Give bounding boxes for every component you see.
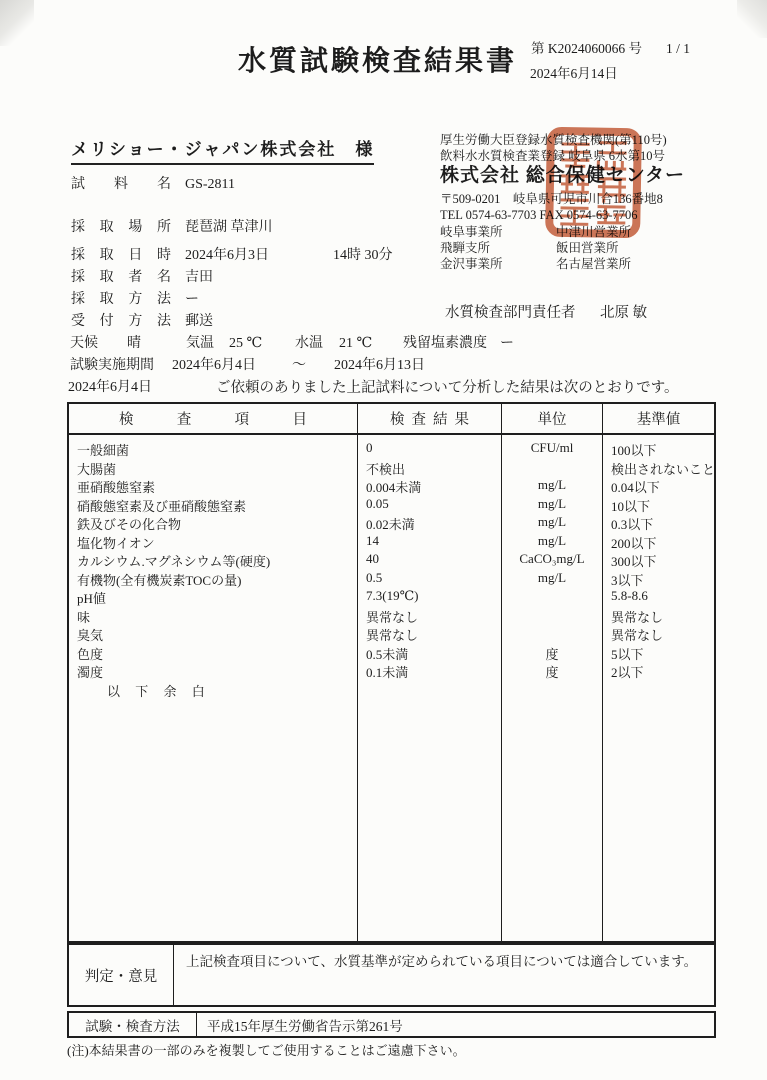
- result-standard-cell: 100以下: [611, 443, 657, 458]
- result-standard-cell: 異常なし: [611, 609, 664, 625]
- office-nakatsugawa: 中津川営業所: [556, 225, 632, 239]
- field-value-sampling-date: 2024年6月3日: [185, 248, 269, 263]
- result-standard-cell: 異常なし: [611, 628, 664, 643]
- result-item-cell: カルシウム.マグネシウム等(硬度): [77, 554, 271, 569]
- result-item-cell: 臭気: [77, 628, 104, 643]
- result-standard-cell: 0.04以下: [611, 480, 660, 495]
- responsible-label: 水質検査部門責任者: [445, 305, 576, 321]
- weather-label: 天候: [70, 336, 98, 351]
- results-table-body: [69, 435, 714, 941]
- office-gifu: 岐阜事業所: [440, 225, 503, 239]
- result-item-cell: 濁度: [77, 665, 104, 680]
- lab-company-name: 株式会社 総合保健センター: [440, 165, 685, 186]
- result-item-cell: 亜硝酸態窒素: [77, 480, 156, 495]
- result-item-cell: 鉄及びその化合物: [77, 517, 182, 532]
- test-period-from: 2024年6月4日: [172, 358, 256, 373]
- judgement-box: [67, 943, 716, 1007]
- report-date: 2024年6月4日: [68, 380, 152, 395]
- intro-statement: ご依頼のありました上記試料について分析した結果は次のとおりです。: [216, 380, 679, 396]
- result-result-cell: 異常なし: [366, 609, 419, 625]
- field-value-sampling-time: 14時 30分: [333, 248, 393, 263]
- column-item: [69, 435, 358, 941]
- result-unit-cell: [502, 625, 602, 644]
- company-seal-stamp: [544, 125, 643, 240]
- header-item: 検 査 項 目: [69, 404, 358, 433]
- results-table: [67, 402, 716, 943]
- photo-corner-artifact: [737, 0, 767, 38]
- result-result-cell: 0.05: [366, 495, 389, 511]
- result-standard-cell: 0.3以下: [611, 517, 654, 532]
- field-value-sampling-method: ー: [185, 292, 199, 307]
- result-standard-cell: 200以下: [611, 535, 657, 551]
- issue-date: 2024年6月14日: [530, 66, 618, 81]
- test-period-separator: ～: [292, 358, 306, 373]
- air-temp-value: 25 ℃: [229, 336, 263, 351]
- result-result-cell: 0.5未満: [366, 646, 409, 662]
- field-label-sample-name: 試 料 名: [71, 177, 171, 192]
- field-label-sampling-datetime: 採 取 日 時: [71, 248, 171, 263]
- water-temp-label: 水温: [295, 336, 323, 351]
- result-result-cell: 不検出: [366, 461, 406, 477]
- judgement-text: 上記検査項目について、水質基準が定められている項目については適合しています。: [186, 954, 698, 969]
- lab-tel-fax: TEL 0574-63-7703 FAX 0574-63-7706: [440, 208, 638, 222]
- result-item-cell: 味: [77, 609, 91, 625]
- results-table-header: [69, 404, 714, 435]
- field-value-sample-name: GS-2811: [185, 177, 236, 192]
- office-nagoya: 名古屋営業所: [556, 257, 632, 271]
- photo-corner-artifact: [0, 0, 34, 46]
- result-unit-cell: CFU/ml: [530, 440, 574, 455]
- column-unit: [502, 435, 603, 941]
- column-result: [358, 435, 502, 941]
- blank-below-note: 以 下 余 白: [107, 683, 211, 699]
- result-result-cell: 異常なし: [366, 628, 419, 643]
- result-standard-cell: 300以下: [611, 554, 657, 569]
- result-result-cell: 7.3(19℃): [366, 588, 419, 603]
- footnote: (注)本結果書の一部のみを複製してご使用することはご遠慮下さい。: [67, 1043, 466, 1058]
- result-standard-cell: 2以下: [611, 665, 644, 680]
- registration-line-1: 厚生労働大臣登録水質検査機関(第110号): [440, 133, 667, 147]
- recipient-name: メリショー・ジャパン株式会社 様: [71, 140, 374, 165]
- field-label-sampling-place: 採 取 場 所: [71, 220, 171, 235]
- field-label-sampling-method: 採 取 方 法: [71, 292, 171, 307]
- result-standard-cell: 5以下: [611, 646, 644, 662]
- result-item-cell: 色度: [77, 646, 104, 662]
- residual-chlorine-value: ー: [500, 336, 514, 351]
- office-hida: 飛騨支所: [440, 241, 491, 255]
- result-item-cell: 一般細菌: [77, 443, 130, 458]
- test-period-to: 2024年6月13日: [334, 358, 425, 373]
- header-standard: 基準値: [636, 412, 681, 428]
- result-item-cell: 大腸菌: [77, 461, 117, 477]
- result-unit-cell: 度: [545, 646, 559, 662]
- result-standard-cell: 5.8-8.6: [611, 588, 648, 603]
- field-label-sampler: 採 取 者 名: [71, 270, 171, 285]
- field-value-sampling-place: 琵琶湖 草津川: [185, 220, 273, 235]
- field-value-receipt-method: 郵送: [185, 314, 213, 329]
- result-unit-cell: mg/L: [537, 532, 567, 548]
- result-standard-cell: 検出されないこと: [611, 461, 716, 477]
- result-result-cell: 14: [366, 532, 379, 548]
- result-unit-cell: 度: [545, 665, 559, 680]
- result-standard-cell: 10以下: [611, 498, 651, 514]
- result-unit-cell: [502, 588, 602, 607]
- result-result-cell: 0.004未満: [366, 480, 422, 495]
- column-standard: [603, 435, 715, 941]
- lab-address: 〒509-0201 岐阜県可児市川合136番地8: [440, 192, 663, 206]
- method-text: 平成15年厚生労働省告示第261号: [207, 1018, 403, 1034]
- office-iida: 飯田営業所: [556, 241, 619, 255]
- result-result-cell: 0.1未満: [366, 665, 409, 680]
- water-temp-value: 21 ℃: [339, 336, 373, 351]
- air-temp-label: 気温: [186, 336, 214, 351]
- residual-chlorine-label: 残留塩素濃度: [403, 336, 487, 351]
- result-item-cell: pH値: [77, 591, 106, 606]
- method-label: 試験・検査方法: [69, 1013, 197, 1036]
- header-result: 検査結果: [358, 404, 502, 433]
- test-period-label: 試験実施期間: [70, 358, 154, 373]
- result-result-cell: 40: [366, 551, 379, 566]
- office-kanazawa: 金沢事業所: [440, 257, 503, 271]
- result-item-cell: 塩化物イオン: [77, 535, 155, 551]
- result-unit-cell: [502, 607, 602, 626]
- result-standard-cell: 3以下: [611, 572, 644, 588]
- result-unit-cell: mg/L: [537, 514, 567, 529]
- header-unit: 単位: [502, 404, 603, 433]
- result-item-cell: 硝酸態窒素及び亜硝酸態窒素: [77, 498, 247, 514]
- result-result-cell: 0.5: [366, 569, 383, 585]
- result-unit-cell: CaCO₃mg/L: [519, 551, 585, 566]
- page-title: 水質試験検査結果書: [238, 46, 518, 77]
- result-unit-cell: mg/L: [537, 569, 567, 585]
- method-box: [67, 1011, 716, 1038]
- document-number: 第 K2024060066 号: [531, 41, 642, 56]
- result-unit-cell: mg/L: [537, 477, 567, 492]
- result-unit-cell: [502, 459, 602, 478]
- weather-value: 晴: [127, 336, 141, 351]
- field-value-sampler: 吉田: [185, 270, 213, 285]
- responsible-name: 北原 敏: [600, 305, 648, 321]
- result-result-cell: 0: [366, 440, 373, 455]
- result-item-cell: 有機物(全有機炭素TOCの量): [77, 572, 242, 588]
- page-indicator: 1 / 1: [666, 41, 691, 56]
- field-label-receipt-method: 受 付 方 法: [71, 314, 171, 329]
- document-number-line: [531, 41, 690, 57]
- result-result-cell: 0.02未満: [366, 517, 415, 532]
- registration-line-2: 飲料水水質検査業登録 岐阜県 6水第10号: [440, 149, 666, 163]
- judgement-label: 判定・意見: [69, 945, 174, 1005]
- result-unit-cell: mg/L: [537, 495, 567, 511]
